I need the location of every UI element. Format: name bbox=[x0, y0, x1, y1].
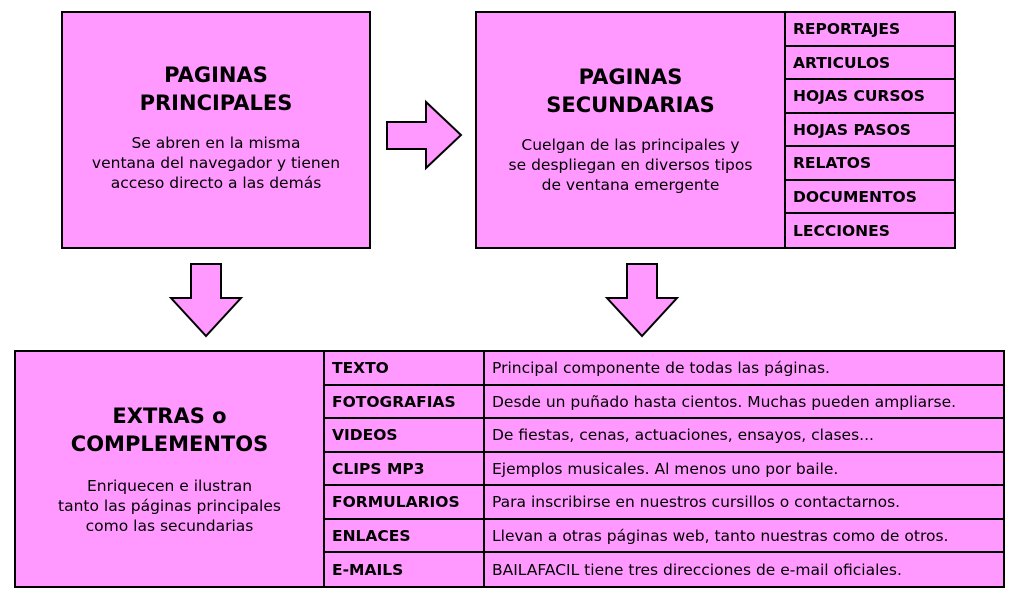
paginas-principales-box bbox=[61, 11, 371, 249]
right-arrow-icon bbox=[385, 100, 463, 170]
table-row-desc: BAILAFACIL tiene tres direcciones de e-mail oficiales. bbox=[483, 551, 1005, 588]
list-item: DOCUMENTOS bbox=[784, 179, 956, 214]
table-row-label: TEXTO bbox=[323, 350, 485, 386]
extras-title: EXTRAS o COMPLEMENTOS bbox=[70, 404, 269, 456]
table-row-label: FORMULARIOS bbox=[323, 484, 485, 520]
table-row-desc: Principal componente de todas las páginas. bbox=[483, 350, 1005, 386]
down-arrow-icon bbox=[169, 262, 243, 338]
paginas-secundarias-title: PAGINAS SECUNDARIAS bbox=[546, 65, 715, 117]
list-item: ARTICULOS bbox=[784, 45, 956, 80]
table-row-label: FOTOGRAFIAS bbox=[323, 384, 485, 419]
table-row-desc: Para inscribirse en nuestros cursillos o contactarnos. bbox=[483, 484, 1005, 520]
table-row-desc: Ejemplos musicales. Al menos uno por baile. bbox=[483, 451, 1005, 486]
paginas-secundarias-box bbox=[475, 11, 786, 249]
list-item: LECCIONES bbox=[784, 212, 956, 249]
list-item: REPORTAJES bbox=[784, 11, 956, 47]
extras-box bbox=[14, 350, 325, 588]
table-row-desc: Llevan a otras páginas web, tanto nuestras como de otros. bbox=[483, 518, 1005, 553]
table-row-desc: De fiestas, cenas, actuaciones, ensayos, clases... bbox=[483, 417, 1005, 453]
list-item: HOJAS PASOS bbox=[784, 112, 956, 147]
table-row-label: E-MAILS bbox=[323, 551, 485, 588]
table-row-label: CLIPS MP3 bbox=[323, 451, 485, 486]
paginas-secundarias-desc: Cuelgan de las principales y se despliegan en diversos tipos de ventana emergente bbox=[508, 136, 753, 194]
list-item: HOJAS CURSOS bbox=[784, 78, 956, 114]
down-arrow-icon bbox=[605, 262, 679, 338]
secundarias-list bbox=[784, 11, 956, 249]
paginas-principales-desc: Se abren en la misma ventana del navegador y tienen acceso directo a las demás bbox=[91, 134, 341, 192]
extras-table bbox=[323, 350, 1005, 588]
table-row-desc: Desde un puñado hasta cientos. Muchas pueden ampliarse. bbox=[483, 384, 1005, 419]
list-item: RELATOS bbox=[784, 145, 956, 181]
table-row-label: VIDEOS bbox=[323, 417, 485, 453]
table-row-label: ENLACES bbox=[323, 518, 485, 553]
extras-desc: Enriquecen e ilustran tanto las páginas principales como las secundarias bbox=[58, 477, 281, 535]
paginas-principales-title: PAGINAS PRINCIPALES bbox=[139, 63, 293, 115]
